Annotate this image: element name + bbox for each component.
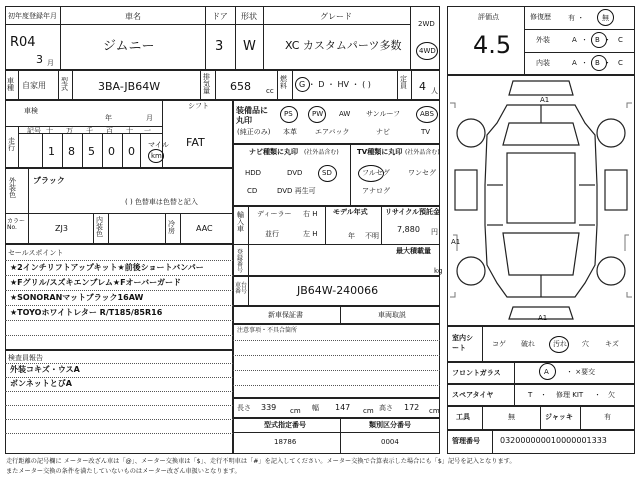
interior-grade: A <box>572 59 577 67</box>
car-kind-label: 車種 <box>7 77 14 92</box>
name-label: 車名 <box>125 12 141 21</box>
separator-dot: ・ <box>581 59 588 67</box>
sheet-item: コゲ <box>492 340 506 348</box>
spare-item: 欠 <box>608 391 615 399</box>
spare-item: ・ <box>540 391 547 399</box>
doors: 3 <box>215 39 224 54</box>
right-hand-label: 右 H <box>303 210 318 218</box>
model-year-unit: 年 <box>348 232 355 240</box>
score-value: 4.5 <box>473 31 512 59</box>
chassis-label: 車台番号 <box>235 282 248 295</box>
spare-item: ・ <box>594 391 601 399</box>
mgmt-no: 032000000010000001333 <box>500 436 607 445</box>
equipment-item: TV <box>421 128 431 136</box>
shape-label: 形状 <box>241 12 257 21</box>
windshield-rest: ・ ×要交 <box>566 368 596 376</box>
equipment-item: AW <box>339 110 351 118</box>
windshield-selected: A <box>544 368 549 376</box>
tools-label: 工具 <box>456 413 470 421</box>
spare-item: T <box>528 391 533 399</box>
model-year-label: モデル年式 <box>333 208 368 216</box>
model-year-unknown: 不明 <box>365 232 379 240</box>
digit-head: 一 <box>144 127 151 135</box>
drive-4wd: 4WD <box>419 47 436 55</box>
digit-head: 十 <box>46 127 53 135</box>
digit-head: 万 <box>66 127 73 135</box>
left-hand-label: 左 H <box>303 230 318 238</box>
damage-mark-1: A1 <box>540 96 550 104</box>
digit-head: 十 <box>126 127 133 135</box>
nav-item: CD <box>247 187 258 195</box>
digit-head: 記号 <box>27 127 41 135</box>
tv-item: ワンセグ <box>408 169 436 177</box>
import-label: 輸入車 <box>237 211 244 233</box>
tv-label: TV種類に丸印 <box>357 148 403 156</box>
length-unit: cm <box>290 407 301 415</box>
type-no-label: 型式指定番号 <box>264 421 306 429</box>
equipment-item: ナビ <box>376 128 390 136</box>
odometer-digit: 8 <box>68 145 75 158</box>
nav-item: DVD <box>287 169 303 177</box>
windshield-label: フロントガラス <box>452 369 501 377</box>
selling-point: ★Fグリル/スズキエンブレム★Fオーバーガード <box>10 278 181 287</box>
tools-value: 無 <box>508 413 515 421</box>
class-no-label: 類別区分番号 <box>369 421 411 429</box>
equipment-item: PS <box>284 110 293 118</box>
grade: XC カスタムパーツ多数 <box>285 39 402 52</box>
drive-2wd: 2WD <box>418 20 435 28</box>
manual: 車両取説 <box>378 311 406 319</box>
selling-point: ★TOYOホワイトレター R/T185/85R16 <box>10 308 163 317</box>
height-unit: cm <box>429 407 440 415</box>
mgmt-label: 管理番号 <box>452 437 480 445</box>
capacity: 4 <box>419 80 426 93</box>
equipment-item: 本革 <box>283 128 297 136</box>
sheet-item: 穴 <box>582 340 589 348</box>
reg-year: R04 <box>10 35 36 50</box>
recycle-fee: 7,880 <box>397 225 420 234</box>
interior-grade: C <box>618 59 623 67</box>
odometer-digit: 1 <box>48 145 55 158</box>
tv-item: フルセグ <box>362 169 390 177</box>
repair-options: 有 ・ <box>568 14 585 22</box>
inspection-month-unit: 月 <box>146 114 153 122</box>
interior-score-label: 内装 <box>536 59 550 67</box>
exterior-label: 外装色 <box>9 177 16 199</box>
interior-grade: B <box>595 59 600 67</box>
kg-unit: kg <box>434 267 443 275</box>
tv-item: アナログ <box>362 187 390 195</box>
ac-value: AAC <box>196 224 213 233</box>
km-unit: km <box>151 152 162 160</box>
width-unit: cm <box>363 407 374 415</box>
chassis-no: JB64W-240066 <box>297 284 379 297</box>
mile-unit: マイル <box>148 141 169 149</box>
interior-color-label: 内装色 <box>96 216 103 238</box>
yen-unit: 円 <box>431 228 438 236</box>
damage-mark-2: A1 <box>451 238 461 246</box>
inspector-note: ボンネットとびA <box>10 379 72 388</box>
equipment-label: 装備品に丸印 <box>236 106 268 125</box>
jack-label: ジャッキ <box>545 413 573 421</box>
selling-points-label: セールスポイント <box>8 249 64 257</box>
inspector-notes-label: 検査員報告 <box>8 354 43 362</box>
cc-unit: cc <box>266 87 274 95</box>
inspection-label: 車検 <box>24 107 38 115</box>
shift-label: シフト <box>188 102 209 110</box>
class-no: 0004 <box>381 438 399 446</box>
spare-label: スペアタイヤ <box>452 391 494 399</box>
dealer-label: ディーラー <box>257 210 292 218</box>
displacement-label: 排気量 <box>203 73 210 95</box>
notes-label: 注意事項・不具合箇所 <box>237 327 298 334</box>
docs-block <box>233 306 440 324</box>
selling-point: ★SONORANマットブラック16AW <box>10 293 144 302</box>
width-label: 幅 <box>312 404 319 412</box>
fuel-label: 燃料 <box>280 75 287 90</box>
model-label: 型式 <box>61 77 68 92</box>
inspector-note: 外装コキズ・ウスA <box>10 365 80 374</box>
capacity-unit: 人 <box>431 87 438 95</box>
nav-item: DVD 再生可 <box>277 187 316 195</box>
car-condition-diagram <box>447 75 635 326</box>
grade-label: グレード <box>320 12 352 21</box>
reg-month-unit: 月 <box>47 59 54 67</box>
selling-point: ★2インチリフトアップキット★前後ショートバンパー <box>10 263 204 272</box>
travel-label: 走行 <box>8 137 15 152</box>
displacement: 658 <box>230 80 251 93</box>
shape: W <box>243 39 256 54</box>
footer-line-1: 走行距離の記号欄に メーター改ざん車は「@」、メーター交換車は「$」、走行不明車は「#」を記入してください。メーター交換で合算表示した場合にも「$」記号を記入となります。 <box>6 458 516 465</box>
shift-value: FAT <box>186 136 205 149</box>
equipment-item: ABS <box>420 110 434 118</box>
nav-sub: (社外品含む) <box>304 149 339 156</box>
max-load-label: 最大積載量 <box>396 247 431 255</box>
equipment-item: エアバック <box>315 128 350 136</box>
spare-item: 修理 KIT <box>556 391 584 399</box>
nav-item: HDD <box>245 169 262 177</box>
odometer-digit: 0 <box>128 145 135 158</box>
height-label: 高さ <box>379 404 393 412</box>
equipment-item: サンルーフ <box>366 110 401 118</box>
separator-dot: ・ <box>604 59 611 67</box>
capacity-label: 定員 <box>400 75 407 90</box>
height: 172 <box>404 403 420 412</box>
exterior-grade: B <box>595 36 600 44</box>
footer-line-2: またメーター交換の条件を満たしていないものはメーター改ざん車扱いとなります。 <box>6 468 241 475</box>
repair-selected: 無 <box>602 14 609 22</box>
separator-dot: ・ <box>604 36 611 44</box>
recycle-label: リサイクル預託金 <box>385 208 441 216</box>
exterior-color: ブラック <box>33 176 65 185</box>
fuel-options: G ・ D ・ HV ・ ( ) <box>299 80 371 89</box>
tv-sub: (社外品含む) <box>405 149 440 156</box>
odometer-digit: 0 <box>108 145 115 158</box>
reg-no-label: 登録番号 <box>237 249 244 274</box>
sheet-item: 破れ <box>521 340 535 348</box>
equipment-item: PW <box>312 110 324 118</box>
ac-label: 冷房 <box>168 220 175 235</box>
width: 147 <box>335 403 351 412</box>
score-label: 評価点 <box>478 13 499 21</box>
color-no-label: カラーNo. <box>7 218 26 231</box>
exterior-note: ( ) 色替車は色替と記入 <box>125 198 198 206</box>
new-warranty: 新車保証書 <box>268 311 303 319</box>
reg-month: 3 <box>36 53 43 66</box>
model-row <box>5 70 440 100</box>
exterior-grade: C <box>618 36 623 44</box>
doors-label: ドア <box>212 12 228 21</box>
jack-value: 有 <box>604 413 611 421</box>
damage-mark-3: A1 <box>538 314 548 322</box>
notes-block <box>233 324 440 398</box>
odometer-digit: 5 <box>88 145 95 158</box>
usage: 自家用 <box>22 81 46 90</box>
reg-year-label: 初年度登録年月 <box>8 12 57 20</box>
digit-head: 百 <box>106 127 113 135</box>
sheet-item: キズ <box>605 340 619 348</box>
digit-head: 千 <box>86 127 93 135</box>
sheet-item: 汚れ <box>553 340 567 348</box>
shift-block <box>162 100 233 168</box>
nav-label: ナビ種類に丸印 <box>249 148 298 156</box>
car-name: ジムニー <box>103 39 155 54</box>
type-no: 18786 <box>274 438 297 446</box>
interior-sheet-label: 室内シート <box>452 334 473 352</box>
model-code: 3BA-JB64W <box>98 80 161 93</box>
parallel-label: 並行 <box>265 230 279 238</box>
length: 339 <box>261 403 277 412</box>
exterior-score-label: 外装 <box>536 36 550 44</box>
nav-item: SD <box>322 169 332 177</box>
inspection-year-unit: 年 <box>105 114 112 122</box>
repair-label: 修復歴 <box>530 13 551 21</box>
separator-dot: ・ <box>581 36 588 44</box>
exterior-grade: A <box>572 36 577 44</box>
equipment-sub: (純正のみ) <box>237 128 271 136</box>
color-no: ZJ3 <box>55 224 68 233</box>
length-label: 長さ <box>237 404 251 412</box>
